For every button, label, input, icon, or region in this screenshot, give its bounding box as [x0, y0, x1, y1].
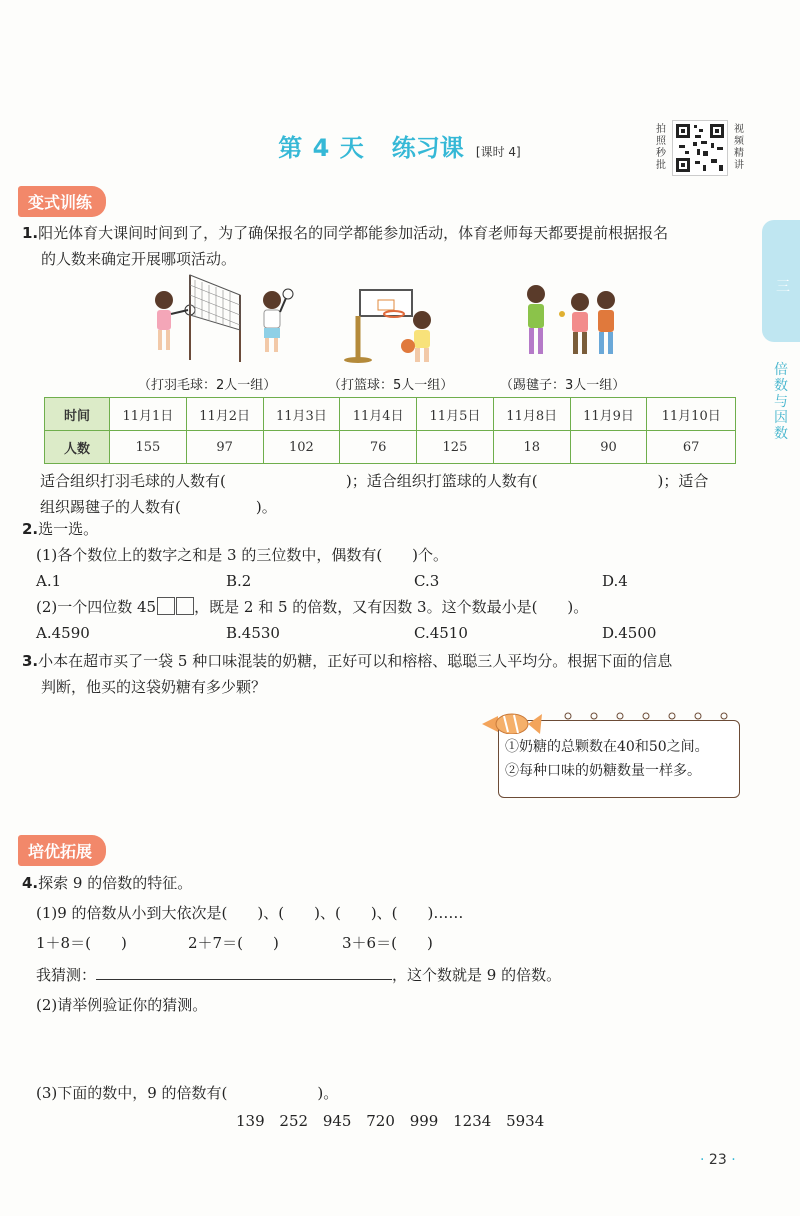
option[interactable]: B.2	[226, 572, 252, 590]
caption-badminton: （打羽毛球：2人一组）	[138, 378, 277, 393]
number-item: 720	[366, 1112, 395, 1130]
day-label: 第 4 天	[278, 134, 365, 162]
question-2	[22, 516, 752, 646]
q1-answer	[40, 468, 760, 520]
caption-basketball: （打篮球：5人一组）	[328, 378, 454, 393]
caption-shuttlecock: （踢毽子：3人一组）	[500, 378, 626, 393]
q4-sub2: (2)请举例验证你的猜测。	[36, 996, 208, 1014]
q2-sub2	[22, 594, 752, 620]
number-item: 999	[409, 1112, 439, 1130]
signup-table	[44, 397, 736, 464]
basketball-illustration	[344, 290, 431, 363]
number-item: 139	[236, 1112, 265, 1130]
count-cell: 155	[110, 431, 187, 464]
q2-number: 2.	[22, 520, 39, 538]
table-row	[45, 431, 736, 464]
guess-label: 我猜测：	[36, 966, 97, 984]
equation-2: 2＋7＝( )	[188, 934, 279, 952]
count-cell: 90	[570, 431, 647, 464]
q1-answer-line2: 组织踢毽子的人数有( )。	[40, 498, 277, 516]
section-badge-advanced: 培优拓展	[18, 835, 106, 866]
guess-blank[interactable]	[96, 979, 392, 980]
page-number: · 23 ·	[700, 1152, 736, 1168]
sports-illustration	[140, 270, 650, 370]
q4-number: 4.	[22, 874, 39, 892]
q3-number: 3.	[22, 652, 39, 670]
date-cell: 11月3日	[263, 398, 340, 431]
date-cell: 11月2日	[186, 398, 263, 431]
badminton-illustration	[155, 275, 293, 362]
option[interactable]: C.3	[414, 572, 440, 590]
option[interactable]: D.4500	[602, 624, 657, 642]
q2-sub1: (1)各个数位上的数字之和是 3 的三位数中，偶数有( )个。	[36, 546, 449, 564]
number-item: 1234	[453, 1112, 492, 1130]
date-cell: 11月10日	[647, 398, 736, 431]
q2-title: 选一选。	[38, 520, 99, 538]
date-cell: 11月9日	[570, 398, 647, 431]
candy-icon	[478, 704, 738, 734]
guess-tail: ，这个数就是 9 的倍数。	[392, 966, 562, 984]
count-cell: 18	[493, 431, 570, 464]
question-4	[22, 870, 752, 896]
option[interactable]: B.4530	[226, 624, 280, 642]
period-label: [课时 4]	[475, 145, 521, 159]
row-label-time: 时间	[45, 398, 110, 431]
lesson-name: 练习课	[391, 134, 464, 162]
date-cell: 11月5日	[417, 398, 494, 431]
q4-guess	[36, 962, 561, 988]
q1-text-line1: 阳光体育大课间时间到了，为了确保报名的同学都能参加活动，体育老师每天都要提前根据报名	[38, 224, 669, 242]
table-row	[45, 398, 736, 431]
date-cell: 11月4日	[340, 398, 417, 431]
number-list	[236, 1108, 544, 1134]
option[interactable]: A.4590	[36, 624, 90, 642]
section-badge-variant: 变式训练	[18, 186, 106, 217]
count-cell: 102	[263, 431, 340, 464]
q2-sub2-options	[22, 620, 752, 646]
q1-answer-line1: 适合组织打羽毛球的人数有( )；适合组织打篮球的人数有( )；适合	[40, 472, 709, 490]
date-cell: 11月8日	[493, 398, 570, 431]
digit-box	[157, 597, 175, 615]
option[interactable]: C.4510	[414, 624, 468, 642]
equation-3: 3＋6＝( )	[342, 934, 433, 952]
qr-code-icon[interactable]	[672, 120, 728, 176]
number-item: 252	[279, 1112, 309, 1130]
q4-sub3: (3)下面的数中，9 的倍数有( )。	[36, 1084, 339, 1102]
note-line-2: ②每种口味的奶糖数量一样多。	[505, 763, 701, 779]
q2-sub2-suffix: ，既是 2 和 5 的倍数，又有因数 3。这个数最小是( )。	[194, 598, 589, 616]
qr-left-caption: 拍照秒批	[656, 124, 666, 171]
shuttlecock-illustration	[527, 285, 615, 354]
number-item: 945	[322, 1112, 352, 1130]
q2-sub2-prefix: (2)一个四位数 45	[36, 598, 157, 616]
q3-line2: 判断，他买的这袋奶糖有多少颗？	[41, 678, 267, 696]
question-3	[22, 648, 752, 700]
q2-sub1-options	[22, 568, 752, 594]
count-cell: 97	[186, 431, 263, 464]
count-cell: 67	[647, 431, 736, 464]
q3-line1: 小本在超市买了一袋 5 种口味混装的奶糖，正好可以和榕榕、聪聪三人平均分。根据下面的信息	[38, 652, 673, 670]
date-cell: 11月1日	[110, 398, 187, 431]
q4-sub1: (1)9 的倍数从小到大依次是( )、( )、( )、( )……	[36, 904, 464, 922]
option[interactable]: A.1	[36, 572, 62, 590]
page-number-text: 23	[708, 1152, 727, 1168]
chapter-number: 三	[776, 279, 790, 295]
q4-title: 探索 9 的倍数的特征。	[38, 874, 193, 892]
q1-text-line2: 的人数来确定开展哪项活动。	[41, 250, 237, 268]
count-cell: 125	[417, 431, 494, 464]
question-1	[22, 220, 752, 272]
number-item: 5934	[506, 1112, 545, 1130]
option[interactable]: D.4	[602, 572, 628, 590]
chapter-name: 倍数与因数	[774, 362, 788, 442]
equation-1: 1＋8＝( )	[36, 934, 127, 952]
digit-box	[176, 597, 194, 615]
qr-right-caption: 视频精讲	[734, 124, 744, 171]
q1-number: 1.	[22, 224, 39, 242]
note-line-1: ①奶糖的总颗数在40和50之间。	[505, 739, 709, 755]
count-cell: 76	[340, 431, 417, 464]
row-label-count: 人数	[45, 431, 110, 464]
